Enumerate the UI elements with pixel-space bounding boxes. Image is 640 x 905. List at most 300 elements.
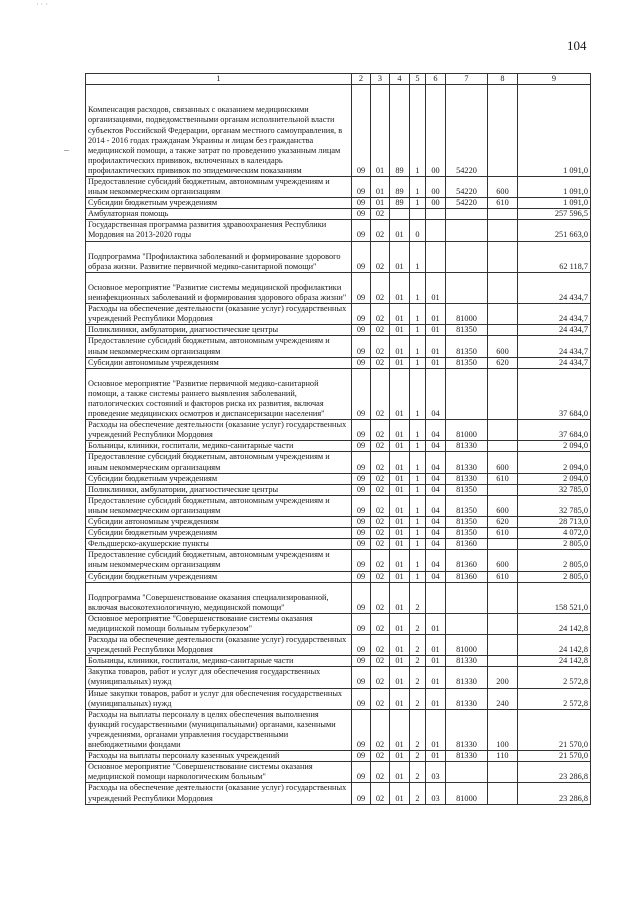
event-code-cell: 01 — [426, 325, 446, 336]
row-name-cell: Основное мероприятие "Развитие первичной медико-санитарной помощи, а также системы раннего выявления заболеваний, патологических состояний и факторов риска их развития, включая проведение медицинских осмотров и диспансеризации населения" — [86, 368, 352, 420]
row-name-cell: Компенсация расходов, связанных с оказанием медицинскими организациями, подведомственными органам исполнительной власти субъектов Российской Федерации, органам местного самоуправления, в 2014 - 2016 годах гражданам Украины и лицам без гражданства медицинской помощи, а также затрат по проведению указанным лицам профилактических прививок, включенных в календарь профилактических прививок по эпидемическим показаниям — [86, 85, 352, 177]
direction-code-cell: 81360 — [446, 550, 488, 571]
event-code-cell: 03 — [426, 762, 446, 783]
table-row — [86, 656, 591, 667]
subprogram-code-cell: 1 — [410, 176, 426, 197]
amount-cell: 37 684,0 — [518, 420, 591, 441]
subprogram-code-cell: 1 — [410, 452, 426, 473]
header-cell: 9 — [518, 74, 591, 85]
direction-code-cell — [446, 582, 488, 613]
table-row — [86, 495, 591, 516]
section-code-cell: 09 — [352, 751, 371, 762]
section-code-cell: 09 — [352, 336, 371, 357]
table-row — [86, 751, 591, 762]
event-code-cell: 01 — [426, 635, 446, 656]
program-code-cell: 01 — [390, 241, 410, 272]
program-code-cell: 01 — [390, 539, 410, 550]
section-code-cell: 09 — [352, 85, 371, 177]
amount-cell: 2 572,8 — [518, 667, 591, 688]
program-code-cell: 01 — [390, 613, 410, 634]
amount-cell: 257 596,5 — [518, 209, 591, 220]
expense-type-code-cell: 610 — [488, 571, 518, 582]
subsection-code-cell: 02 — [371, 517, 390, 528]
subprogram-code-cell: 1 — [410, 304, 426, 325]
amount-cell: 24 434,7 — [518, 325, 591, 336]
expense-type-code-cell: 610 — [488, 198, 518, 209]
section-code-cell: 09 — [352, 368, 371, 420]
direction-code-cell: 81350 — [446, 495, 488, 516]
amount-cell: 24 434,7 — [518, 304, 591, 325]
row-name-cell: Поликлиники, амбулатории, диагностические центры — [86, 325, 352, 336]
header-cell: 2 — [352, 74, 371, 85]
expense-type-code-cell — [488, 85, 518, 177]
row-name-cell: Субсидии бюджетным учреждениям — [86, 198, 352, 209]
program-code-cell: 01 — [390, 420, 410, 441]
row-name-cell: Основное мероприятие "Совершенствование системы оказания медицинской помощи наркологическим больным" — [86, 762, 352, 783]
expense-type-code-cell — [488, 539, 518, 550]
table-row — [86, 783, 591, 804]
event-code-cell: 00 — [426, 198, 446, 209]
subprogram-code-cell: 2 — [410, 667, 426, 688]
event-code-cell: 04 — [426, 368, 446, 420]
amount-cell: 251 663,0 — [518, 220, 591, 241]
row-name-cell: Расходы на обеспечение деятельности (оказание услуг) государственных учреждений Республики Мордовия — [86, 635, 352, 656]
direction-code-cell: 81000 — [446, 420, 488, 441]
expense-type-code-cell — [488, 241, 518, 272]
expense-type-code-cell — [488, 420, 518, 441]
amount-cell: 32 785,0 — [518, 484, 591, 495]
expense-type-code-cell: 600 — [488, 336, 518, 357]
row-name-cell: Субсидии автономным учреждениям — [86, 517, 352, 528]
section-code-cell: 09 — [352, 656, 371, 667]
direction-code-cell: 81330 — [446, 473, 488, 484]
program-code-cell: 01 — [390, 688, 410, 709]
header-cell: 1 — [86, 74, 352, 85]
event-code-cell: 04 — [426, 452, 446, 473]
section-code-cell: 09 — [352, 441, 371, 452]
event-code-cell: 04 — [426, 441, 446, 452]
expense-type-code-cell: 610 — [488, 528, 518, 539]
subprogram-code-cell: 2 — [410, 762, 426, 783]
event-code-cell: 01 — [426, 357, 446, 368]
row-name-cell: Предоставление субсидий бюджетным, автономным учреждениям и иным некоммерческим организациям — [86, 452, 352, 473]
subprogram-code-cell: 1 — [410, 336, 426, 357]
row-name-cell: Субсидии бюджетным учреждениям — [86, 473, 352, 484]
event-code-cell: 00 — [426, 85, 446, 177]
table-row — [86, 571, 591, 582]
subsection-code-cell: 02 — [371, 667, 390, 688]
direction-code-cell: 81000 — [446, 304, 488, 325]
row-name-cell: Субсидии бюджетным учреждениям — [86, 571, 352, 582]
row-name-cell: Основное мероприятие "Совершенствование системы оказания медицинской помощи больным туберкулезом" — [86, 613, 352, 634]
subsection-code-cell: 02 — [371, 688, 390, 709]
subsection-code-cell: 02 — [371, 528, 390, 539]
direction-code-cell: 81350 — [446, 325, 488, 336]
row-name-cell: Расходы на обеспечение деятельности (оказание услуг) государственных учреждений Республики Мордовия — [86, 304, 352, 325]
subsection-code-cell: 02 — [371, 357, 390, 368]
event-code-cell: 00 — [426, 176, 446, 197]
expense-type-code-cell — [488, 304, 518, 325]
subprogram-code-cell: 1 — [410, 325, 426, 336]
subprogram-code-cell: 2 — [410, 656, 426, 667]
section-code-cell: 09 — [352, 473, 371, 484]
direction-code-cell: 81360 — [446, 571, 488, 582]
program-code-cell: 01 — [390, 220, 410, 241]
expense-type-code-cell: 610 — [488, 473, 518, 484]
program-code-cell: 89 — [390, 176, 410, 197]
direction-code-cell: 81330 — [446, 751, 488, 762]
table-row — [86, 667, 591, 688]
subsection-code-cell: 02 — [371, 762, 390, 783]
row-name-cell: Расходы на обеспечение деятельности (оказание услуг) государственных учреждений Республики Мордовия — [86, 420, 352, 441]
amount-cell: 62 118,7 — [518, 241, 591, 272]
expense-type-code-cell: 600 — [488, 176, 518, 197]
direction-code-cell — [446, 613, 488, 634]
section-code-cell: 09 — [352, 209, 371, 220]
event-code-cell — [426, 209, 446, 220]
event-code-cell: 04 — [426, 571, 446, 582]
section-code-cell: 09 — [352, 198, 371, 209]
program-code-cell: 01 — [390, 336, 410, 357]
subprogram-code-cell: 1 — [410, 441, 426, 452]
subsection-code-cell: 02 — [371, 441, 390, 452]
direction-code-cell: 81330 — [446, 656, 488, 667]
event-code-cell: 04 — [426, 517, 446, 528]
scan-corner-mark: · · · — [36, 0, 48, 9]
amount-cell: 4 072,0 — [518, 528, 591, 539]
section-code-cell: 09 — [352, 667, 371, 688]
subsection-code-cell: 02 — [371, 550, 390, 571]
amount-cell: 2 094,0 — [518, 452, 591, 473]
section-code-cell: 09 — [352, 220, 371, 241]
direction-code-cell: 81330 — [446, 667, 488, 688]
table-row — [86, 582, 591, 613]
row-name-cell: Предоставление субсидий бюджетным, автономным учреждениям и иным некоммерческим организациям — [86, 176, 352, 197]
subsection-code-cell: 02 — [371, 656, 390, 667]
row-name-cell: Иные закупки товаров, работ и услуг для обеспечения государственных (муниципальных) нужд — [86, 688, 352, 709]
table-row — [86, 209, 591, 220]
expense-type-code-cell: 110 — [488, 751, 518, 762]
subprogram-code-cell: 1 — [410, 495, 426, 516]
subprogram-code-cell: 2 — [410, 613, 426, 634]
header-cell: 3 — [371, 74, 390, 85]
subsection-code-cell: 02 — [371, 336, 390, 357]
expense-type-code-cell — [488, 783, 518, 804]
program-code-cell: 01 — [390, 473, 410, 484]
row-name-cell: Расходы на выплаты персоналу казенных учреждений — [86, 751, 352, 762]
subsection-code-cell: 02 — [371, 709, 390, 750]
expense-type-code-cell — [488, 635, 518, 656]
row-name-cell: Фельдшерско-акушерские пункты — [86, 539, 352, 550]
subprogram-code-cell: 1 — [410, 198, 426, 209]
section-code-cell: 09 — [352, 484, 371, 495]
expense-type-code-cell — [488, 325, 518, 336]
direction-code-cell: 81330 — [446, 452, 488, 473]
program-code-cell: 01 — [390, 484, 410, 495]
event-code-cell: 04 — [426, 420, 446, 441]
expense-type-code-cell: 200 — [488, 667, 518, 688]
subsection-code-cell: 02 — [371, 304, 390, 325]
row-name-cell: Амбулаторная помощь — [86, 209, 352, 220]
table-row — [86, 176, 591, 197]
expense-type-code-cell: 620 — [488, 517, 518, 528]
subprogram-code-cell: 1 — [410, 539, 426, 550]
subsection-code-cell: 02 — [371, 420, 390, 441]
row-name-cell: Больницы, клиники, госпитали, медико-санитарные части — [86, 441, 352, 452]
program-code-cell: 01 — [390, 528, 410, 539]
program-code-cell: 01 — [390, 656, 410, 667]
program-code-cell: 89 — [390, 198, 410, 209]
section-code-cell: 09 — [352, 550, 371, 571]
program-code-cell: 01 — [390, 550, 410, 571]
subprogram-code-cell: 1 — [410, 528, 426, 539]
subsection-code-cell: 02 — [371, 484, 390, 495]
amount-cell: 2 094,0 — [518, 441, 591, 452]
amount-cell: 23 286,8 — [518, 762, 591, 783]
event-code-cell — [426, 220, 446, 241]
table-row — [86, 198, 591, 209]
amount-cell: 2 805,0 — [518, 550, 591, 571]
amount-cell: 24 142,8 — [518, 613, 591, 634]
row-name-cell: Основное мероприятие "Развитие системы медицинской профилактики неинфекционных заболеваний и формирования здорового образа жизни" — [86, 272, 352, 303]
section-code-cell: 09 — [352, 325, 371, 336]
section-code-cell: 09 — [352, 571, 371, 582]
subsection-code-cell: 02 — [371, 452, 390, 473]
event-code-cell: 01 — [426, 304, 446, 325]
subsection-code-cell: 01 — [371, 85, 390, 177]
direction-code-cell: 81330 — [446, 441, 488, 452]
direction-code-cell: 54220 — [446, 198, 488, 209]
section-code-cell: 09 — [352, 420, 371, 441]
expense-type-code-cell: 620 — [488, 357, 518, 368]
section-code-cell: 09 — [352, 582, 371, 613]
header-cell: 7 — [446, 74, 488, 85]
budget-table — [85, 73, 591, 805]
subsection-code-cell: 02 — [371, 635, 390, 656]
table-row — [86, 550, 591, 571]
section-code-cell: 09 — [352, 272, 371, 303]
subprogram-code-cell: 1 — [410, 272, 426, 303]
program-code-cell: 01 — [390, 325, 410, 336]
table-row — [86, 539, 591, 550]
direction-code-cell: 81330 — [446, 709, 488, 750]
program-code-cell: 01 — [390, 441, 410, 452]
section-code-cell: 09 — [352, 539, 371, 550]
amount-cell: 21 570,0 — [518, 751, 591, 762]
section-code-cell: 09 — [352, 762, 371, 783]
subprogram-code-cell: 1 — [410, 517, 426, 528]
event-code-cell: 01 — [426, 656, 446, 667]
expense-type-code-cell: 240 — [488, 688, 518, 709]
direction-code-cell: 81360 — [446, 539, 488, 550]
direction-code-cell: 81330 — [446, 688, 488, 709]
event-code-cell: 04 — [426, 484, 446, 495]
program-code-cell: 01 — [390, 304, 410, 325]
subprogram-code-cell: 2 — [410, 635, 426, 656]
subsection-code-cell: 02 — [371, 751, 390, 762]
row-name-cell: Поликлиники, амбулатории, диагностические центры — [86, 484, 352, 495]
amount-cell: 24 434,7 — [518, 357, 591, 368]
subsection-code-cell: 02 — [371, 368, 390, 420]
section-code-cell: 09 — [352, 613, 371, 634]
row-name-cell: Субсидии бюджетным учреждениям — [86, 528, 352, 539]
amount-cell: 2 572,8 — [518, 688, 591, 709]
table-row — [86, 484, 591, 495]
section-code-cell: 09 — [352, 452, 371, 473]
amount-cell: 1 091,0 — [518, 85, 591, 177]
subsection-code-cell: 02 — [371, 582, 390, 613]
section-code-cell: 09 — [352, 517, 371, 528]
subprogram-code-cell: 1 — [410, 85, 426, 177]
amount-cell: 24 142,8 — [518, 656, 591, 667]
expense-type-code-cell — [488, 582, 518, 613]
direction-code-cell — [446, 220, 488, 241]
subprogram-code-cell: 0 — [410, 220, 426, 241]
event-code-cell — [426, 582, 446, 613]
subprogram-code-cell: 1 — [410, 357, 426, 368]
direction-code-cell: 81000 — [446, 783, 488, 804]
event-code-cell: 04 — [426, 550, 446, 571]
table-row — [86, 304, 591, 325]
program-code-cell — [390, 209, 410, 220]
subprogram-code-cell — [410, 209, 426, 220]
table-row — [86, 635, 591, 656]
program-code-cell: 01 — [390, 635, 410, 656]
row-name-cell: Подпрограмма "Профилактика заболеваний и формирование здорового образа жизни. Развитие первичной медико-санитарной помощи" — [86, 241, 352, 272]
expense-type-code-cell — [488, 441, 518, 452]
table-row — [86, 220, 591, 241]
event-code-cell: 01 — [426, 272, 446, 303]
direction-code-cell: 81350 — [446, 336, 488, 357]
section-code-cell: 09 — [352, 495, 371, 516]
expense-type-code-cell — [488, 209, 518, 220]
expense-type-code-cell — [488, 272, 518, 303]
amount-cell: 28 713,0 — [518, 517, 591, 528]
row-name-cell: Предоставление субсидий бюджетным, автономным учреждениям и иным некоммерческим организациям — [86, 336, 352, 357]
direction-code-cell — [446, 241, 488, 272]
amount-cell: 158 521,0 — [518, 582, 591, 613]
table-row — [86, 420, 591, 441]
subprogram-code-cell: 1 — [410, 550, 426, 571]
amount-cell: 23 286,8 — [518, 783, 591, 804]
direction-code-cell — [446, 368, 488, 420]
direction-code-cell — [446, 272, 488, 303]
row-name-cell: Предоставление субсидий бюджетным, автономным учреждениям и иным некоммерческим организациям — [86, 550, 352, 571]
expense-type-code-cell — [488, 368, 518, 420]
header-cell: 5 — [410, 74, 426, 85]
event-code-cell: 04 — [426, 528, 446, 539]
table-row — [86, 473, 591, 484]
row-name-cell: Субсидии автономным учреждениям — [86, 357, 352, 368]
row-name-cell: Расходы на обеспечение деятельности (оказание услуг) государственных учреждений Республики Мордовия — [86, 783, 352, 804]
expense-type-code-cell: 100 — [488, 709, 518, 750]
section-code-cell: 09 — [352, 241, 371, 272]
section-code-cell: 09 — [352, 528, 371, 539]
expense-type-code-cell: 600 — [488, 550, 518, 571]
subprogram-code-cell: 1 — [410, 241, 426, 272]
subprogram-code-cell: 2 — [410, 783, 426, 804]
amount-cell: 21 570,0 — [518, 709, 591, 750]
expense-type-code-cell: 600 — [488, 452, 518, 473]
event-code-cell: 01 — [426, 688, 446, 709]
direction-code-cell: 54220 — [446, 176, 488, 197]
table-row — [86, 357, 591, 368]
expense-type-code-cell — [488, 656, 518, 667]
row-name-cell: Больницы, клиники, госпитали, медико-санитарные части — [86, 656, 352, 667]
header-cell: 8 — [488, 74, 518, 85]
event-code-cell: 01 — [426, 336, 446, 357]
event-code-cell — [426, 241, 446, 272]
amount-cell: 32 785,0 — [518, 495, 591, 516]
table-row — [86, 272, 591, 303]
subsection-code-cell: 02 — [371, 209, 390, 220]
table-row — [86, 528, 591, 539]
program-code-cell: 01 — [390, 762, 410, 783]
subsection-code-cell: 02 — [371, 613, 390, 634]
subprogram-code-cell: 2 — [410, 709, 426, 750]
header-cell: 4 — [390, 74, 410, 85]
program-code-cell: 01 — [390, 783, 410, 804]
row-name-cell: Предоставление субсидий бюджетным, автономным учреждениям и иным некоммерческим организациям — [86, 495, 352, 516]
section-code-cell: 09 — [352, 304, 371, 325]
event-code-cell: 01 — [426, 613, 446, 634]
header-row — [86, 74, 591, 85]
table-row — [86, 336, 591, 357]
program-code-cell: 01 — [390, 582, 410, 613]
section-code-cell: 09 — [352, 783, 371, 804]
row-name-cell: Расходы на выплаты персоналу в целях обеспечения выполнения функций государственными (муниципальными) органами, казенными учреждениями, органами управления государственными внебюджетными фондами — [86, 709, 352, 750]
scan-speck — [64, 150, 69, 151]
direction-code-cell: 81350 — [446, 357, 488, 368]
budget-table-body — [86, 85, 591, 805]
program-code-cell: 01 — [390, 517, 410, 528]
row-name-cell: Подпрограмма "Совершенствование оказания специализированной, включая высокотехнологичную, медицинской помощи" — [86, 582, 352, 613]
amount-cell: 1 091,0 — [518, 198, 591, 209]
program-code-cell: 01 — [390, 571, 410, 582]
section-code-cell: 09 — [352, 635, 371, 656]
direction-code-cell: 81000 — [446, 635, 488, 656]
row-name-cell: Государственная программа развития здравоохранения Республики Мордовия на 2013-2020 годы — [86, 220, 352, 241]
subsection-code-cell: 02 — [371, 539, 390, 550]
program-code-cell: 01 — [390, 272, 410, 303]
amount-cell: 37 684,0 — [518, 368, 591, 420]
event-code-cell: 01 — [426, 751, 446, 762]
table-row — [86, 613, 591, 634]
subprogram-code-cell: 1 — [410, 420, 426, 441]
program-code-cell: 01 — [390, 452, 410, 473]
expense-type-code-cell — [488, 220, 518, 241]
program-code-cell: 01 — [390, 368, 410, 420]
table-row — [86, 441, 591, 452]
table-row — [86, 688, 591, 709]
header-cell: 6 — [426, 74, 446, 85]
subsection-code-cell: 02 — [371, 495, 390, 516]
subsection-code-cell: 02 — [371, 783, 390, 804]
amount-cell: 24 434,7 — [518, 272, 591, 303]
event-code-cell: 01 — [426, 709, 446, 750]
program-code-cell: 01 — [390, 709, 410, 750]
event-code-cell: 04 — [426, 539, 446, 550]
expense-type-code-cell: 600 — [488, 495, 518, 516]
amount-cell: 2 805,0 — [518, 571, 591, 582]
amount-cell: 24 142,8 — [518, 635, 591, 656]
program-code-cell: 01 — [390, 751, 410, 762]
direction-code-cell: 81350 — [446, 484, 488, 495]
subprogram-code-cell: 1 — [410, 368, 426, 420]
direction-code-cell: 54220 — [446, 85, 488, 177]
table-row — [86, 241, 591, 272]
program-code-cell: 89 — [390, 85, 410, 177]
